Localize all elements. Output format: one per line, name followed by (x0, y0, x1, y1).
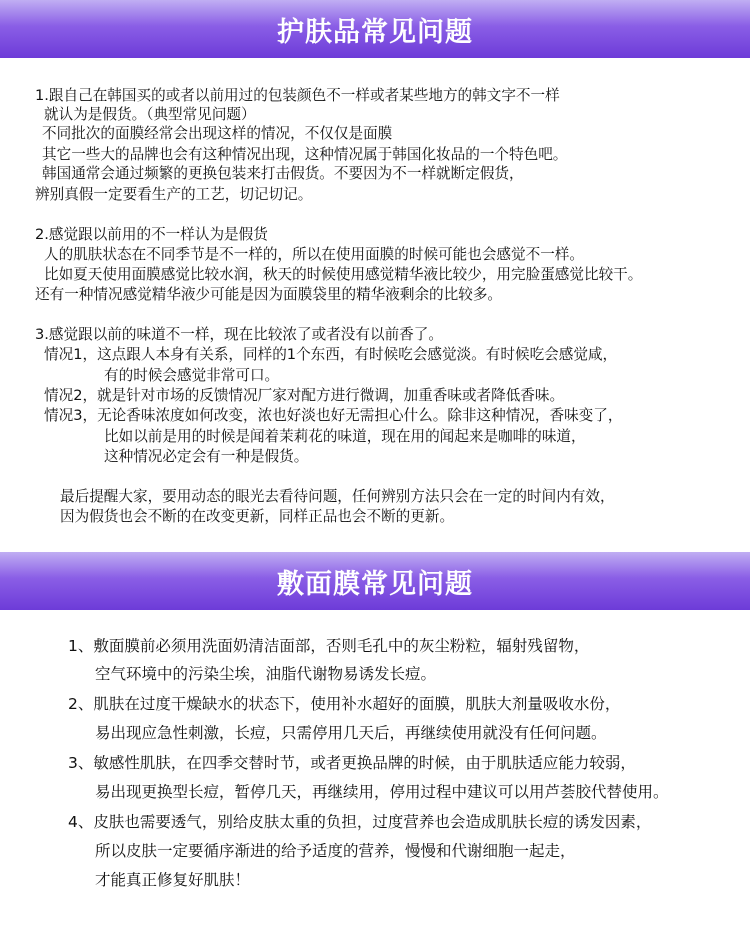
faq-line: 情况2，就是针对市场的反馈情况厂家对配方进行微调，加重香味或者降低香味。 (44, 387, 565, 404)
faq-line: 这种情况必定会有一种是假货。 (104, 448, 309, 465)
faq-line: 4、皮肤也需要透气，别给皮肤太重的负担，过度营养也会造成肌肤长痘的诱发因素， (68, 813, 652, 831)
faq-line: 人的肌肤状态在不同季节是不一样的，所以在使用面膜的时候可能也会感觉不一样。 (44, 246, 584, 263)
faq-line: 1.跟自己在韩国买的或者以前用过的包装颜色不一样或者某些地方的韩文字不一样 (35, 87, 560, 104)
faq-line: 韩国通常会通过频繁的更换包装来打击假货。不要因为不一样就断定假货， (42, 165, 524, 182)
faq-line: 因为假货也会不断的在改变更新，同样正品也会不断的更新。 (60, 508, 455, 525)
faq-line: 所以皮肤一定要循序渐进的给予适度的营养，慢慢和代谢细胞一起走， (95, 842, 576, 860)
faq-line: 2.感觉跟以前用的不一样认为是假货 (35, 226, 268, 243)
faq-line: 易出现更换型长痘，暂停几天，再继续用，停用过程中建议可以用芦荟胶代替使用。 (95, 783, 669, 801)
faq-line: 比如夏天使用面膜感觉比较水润，秋天的时候使用感觉精华液比较少，用完脸蛋感觉比较干。 (44, 266, 643, 283)
faq-line: 有的时候会感觉非常可口。 (104, 367, 280, 384)
section-title: 敷面膜常见问题 (277, 568, 473, 600)
section-title: 护肤品常见问题 (277, 16, 473, 48)
faq-line: 还有一种情况感觉精华液少可能是因为面膜袋里的精华液剩余的比较多。 (35, 286, 503, 303)
faq-line: 不同批次的面膜经常会出现这样的情况，不仅仅是面膜 (42, 125, 393, 142)
faq-line: 易出现应急性刺激，长痘，只需停用几天后，再继续使用就没有任何问题。 (95, 724, 607, 742)
faq-line: 才能真正修复好肌肤！ (95, 871, 251, 889)
faq-line: 最后提醒大家，要用动态的眼光去看待问题，任何辨别方法只会在一定的时间内有效， (60, 488, 615, 505)
faq-line: 情况1，这点跟人本身有关系，同样的1个东西，有时候吃会感觉淡。有时候吃会感觉咸， (44, 346, 618, 363)
faq-line: 空气环境中的污染尘埃，油脂代谢物易诱发长痘。 (95, 665, 437, 683)
faq-line: 其它一些大的品牌也会有这种情况出现，这种情况属于韩国化妆品的一个特色吧。 (42, 146, 568, 163)
faq-line: 1、敷面膜前必须用洗面奶清洁面部，否则毛孔中的灰尘粉粒，辐射残留物， (68, 637, 590, 655)
faq-line: 就认为是假货。（典型常见问题） (44, 106, 256, 123)
section-banner-skincare (0, 0, 750, 58)
section-banner-mask (0, 552, 750, 610)
faq-line: 情况3，无论香味浓度如何改变，浓也好淡也好无需担心什么。除非这种情况，香味变了， (44, 407, 623, 424)
faq-line: 比如以前是用的时候是闻着茉莉花的味道，现在用的闻起来是咖啡的味道， (104, 428, 586, 445)
faq-line: 辨别真假一定要看生产的工艺，切记切记。 (35, 186, 313, 203)
faq-line: 3、敏感性肌肤，在四季交替时节，或者更换品牌的时候，由于肌肤适应能力较弱， (68, 754, 636, 772)
faq-line: 2、肌肤在过度干燥缺水的状态下，使用补水超好的面膜，肌肤大剂量吸收水份， (68, 695, 621, 713)
faq-line: 3.感觉跟以前的味道不一样，现在比较浓了或者没有以前香了。 (35, 326, 443, 343)
